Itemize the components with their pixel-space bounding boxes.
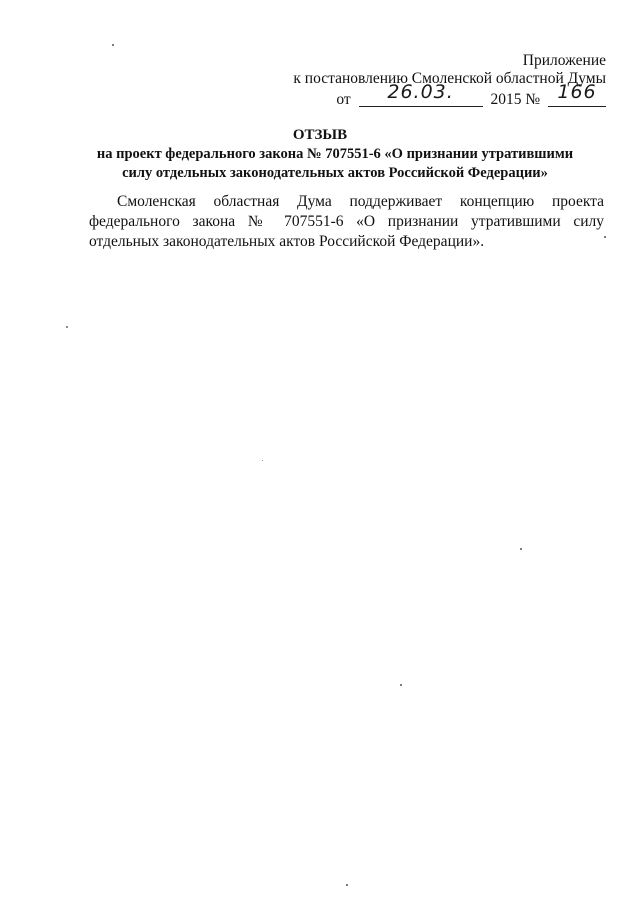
date-number-line [293,81,606,109]
appendix-header [293,52,606,109]
title-line-2: силу отдельных законодательных актов Российской Федерации» [122,165,548,181]
scan-speck [66,326,68,328]
title-heading: ОТЗЫВ [292,127,348,143]
scan-speck [400,684,402,686]
year-number-label: 2015 № [490,91,541,108]
appendix-label: Приложение [522,52,606,69]
body-paragraph: Смоленская областная Дума поддерживает концепцию проекта федерального закона № 707551-6 «О признании утратившими силу отдельных законодательных актов Российской Федерации». [89,193,604,250]
scan-speck [346,884,348,886]
scan-speck [520,548,522,550]
date-prefix: от [336,91,351,108]
handwritten-number: 166 [557,81,597,103]
document-title [0,126,640,183]
scan-speck [604,236,606,238]
handwritten-date: 26.03. [387,81,454,103]
resolution-reference: к постановлению Смоленской областной Думы [293,70,606,87]
scan-speck [112,44,114,46]
title-line-1: на проект федерального закона № 707551-6 «О признании утратившими [96,146,574,162]
scan-speck [262,460,263,461]
number-field [548,81,606,107]
date-field [359,81,483,107]
